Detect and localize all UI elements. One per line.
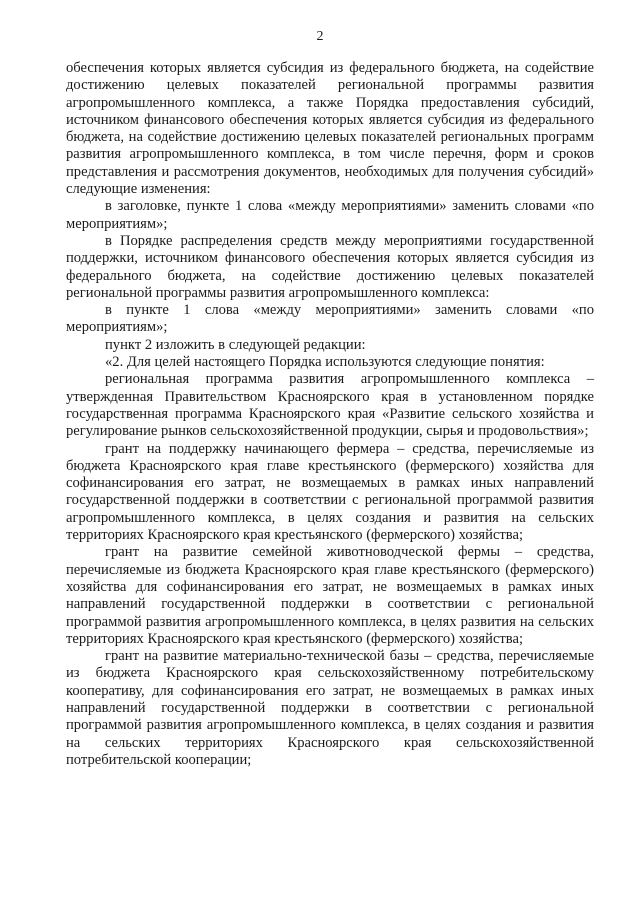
paragraph-definition-beginning-farmer-grant: грант на поддержку начинающего фермера – средства, перечисляемые из бюджета Красноярского края главе крестьянского (фермерского) хозяйства для софинансирования его затрат, не возмещаемых в рамках иных направлений государственной поддержки в соответствии с региональной программой развития агропромышленного комплекса, в целях создания и развития на сельских территориях Красноярского края крестьянского (фермерского) хозяйства; [66, 440, 594, 544]
paragraph-distribution-order: в Порядке распределения средств между мероприятиями государственной поддержки, источником финансового обеспечения которых является субсидия из федерального бюджета, на содействие достижению целевых показателей региональной программы развития агропромышленного комплекса: [66, 232, 594, 301]
page-number: 2 [316, 29, 324, 44]
paragraph-definition-regional-program: региональная программа развития агропромышленного комплекса – утвержденная Правительством Красноярского края в установленном порядке государственная программа Красноярского края «Развитие сельского хозяйства и регулирование рынков сельскохозяйственной продукции, сырья и продовольствия»; [66, 371, 594, 440]
paragraph-continuation: обеспечения которых является субсидия из федерального бюджета, на содействие достижению целевых показателей региональной программы развития агропромышленного комплекса, а также Порядка предоставления субсидий, источником финансового обеспечения которых является субсидия из федерального бюджета, на содействие достижению целевых показателей региональных программ развития агропромышленного комплекса, в том числе перечня, форм и сроков представления и рассмотрения документов, необходимых для получения субсидий» следующие изменения: [66, 60, 594, 198]
paragraph-definitions-intro: «2. Для целей настоящего Порядка используются следующие понятия: [105, 354, 545, 371]
paragraph-point-1-amendment: в пункте 1 слова «между мероприятиями» заменить словами «по мероприятиям»; [66, 302, 594, 336]
paragraph-point-2-intro: пункт 2 изложить в следующей редакции: [105, 336, 366, 353]
paragraph-heading-amendment: в заголовке, пункте 1 слова «между мероприятиями» заменить словами «по мероприятиям»; [66, 198, 594, 232]
document-body [66, 60, 594, 769]
paragraph-definition-family-farm-grant: грант на развитие семейной животноводческой фермы – средства, перечисляемые из бюджета Красноярского края главе крестьянского (фермерского) хозяйства для софинансирования его затрат, не возмещаемых в рамках иных направлений государственной поддержки в соответствии с региональной программой развития агропромышленного комплекса, в целях развития на сельских территориях Красноярского края крестьянского (фермерского) хозяйства; [66, 544, 594, 647]
paragraph-definition-material-base-grant: грант на развитие материально-технической базы – средства, перечисляемые из бюджета Красноярского края сельскохозяйственному потребительскому кооперативу, для софинансирования его затрат, не возмещаемых в рамках иных направлений государственной поддержки в соответствии с региональной программой развития агропромышленного комплекса, в целях создания и развития на сельских территориях Красноярского края сельскохозяйственной потребительской кооперации; [66, 648, 594, 768]
